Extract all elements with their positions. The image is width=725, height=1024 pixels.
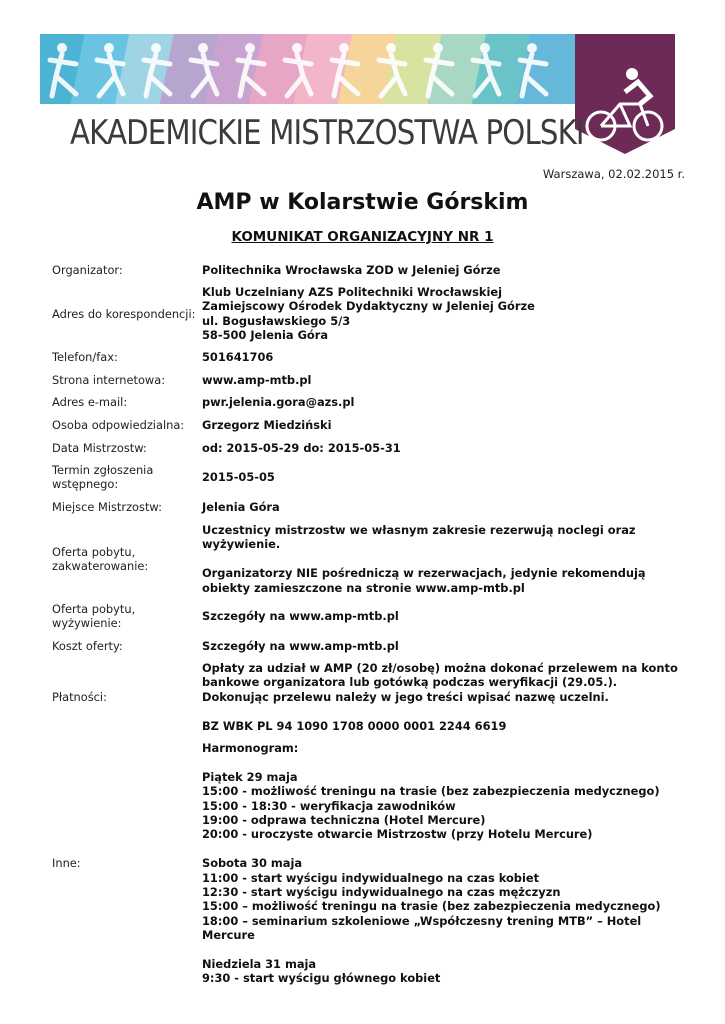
row-value-line: Opłaty za udział w AMP (20 zł/osobę) można dokonać przelewem na konto: [202, 661, 678, 675]
row-value-line: 501641706: [202, 350, 274, 364]
row-value-line: Organizatorzy NIE pośredniczą w rezerwacjach, jedynie rekomendują: [202, 566, 646, 581]
row-value: [202, 470, 702, 484]
row-label: [52, 856, 200, 870]
row-value: [202, 373, 702, 387]
row-value-line: 12:30 - start wyścigu indywidualnego na czas mężczyzn: [202, 884, 561, 899]
row-value-line: [202, 842, 702, 856]
row-label-line: Termin zgłoszenia: [52, 463, 154, 477]
row-value-line: od: 2015-05-29 do: 2015-05-31: [202, 441, 401, 455]
row-value-line: BZ WBK PL 94 1090 1708 0000 0001 2244 6619: [202, 718, 507, 733]
row-label: [52, 418, 200, 432]
row-value-line: [202, 755, 702, 769]
row-value-line: Uczestnicy mistrzostw we własnym zakresie rezerwują noclegi oraz: [202, 523, 636, 537]
row-label-line: Adres do korespondencji:: [52, 306, 196, 321]
row-value: [202, 350, 702, 364]
row-value: [202, 741, 702, 986]
row-value-line: wyżywienie.: [202, 537, 281, 552]
row-value: [202, 441, 702, 455]
row-value: [202, 285, 702, 343]
row-value-line: Sobota 30 maja: [202, 856, 303, 871]
row-value: [202, 661, 702, 733]
row-label-line: Oferta pobytu,: [52, 544, 136, 559]
row-value-line: 9:30 - start wyścigu głównego kobiet: [202, 971, 441, 986]
row-label-line: Płatności:: [52, 689, 107, 704]
row-value-line: ul. Bogusławskiego 5/3: [202, 313, 351, 328]
row-value-line: [202, 552, 702, 566]
row-value-line: Klub Uczelniany AZS Politechniki Wrocławskiej: [202, 285, 503, 299]
row-value-line: Zamiejscowy Ośrodek Dydaktyczny w Jeleniej Górze: [202, 299, 535, 314]
row-value-line: Piątek 29 maja: [202, 769, 298, 784]
row-value-line: bankowe organizatora lub gotówką podczas weryfikacji (29.05.).: [202, 675, 618, 690]
row-value-line: Szczegóły na www.amp-mtb.pl: [202, 609, 399, 624]
row-value: [202, 263, 702, 277]
row-label-line: Adres e-mail:: [52, 395, 128, 409]
row-value-line: 11:00 - start wyścigu indywidualnego na czas kobiet: [202, 870, 540, 885]
row-value-line: 2015-05-05: [202, 470, 275, 484]
document-subtitle: KOMUNIKAT ORGANIZACYJNY NR 1: [231, 229, 494, 245]
row-label-line: wyżywienie:: [52, 616, 122, 631]
logo-text: AKADEMICKIE MISTRZOSTWA POLSKI: [70, 113, 584, 153]
row-value-line: obiekty zamieszczone na stronie www.amp-mtb.pl: [202, 580, 525, 595]
row-label-line: Inne:: [52, 856, 81, 871]
row-label: [52, 500, 200, 514]
row-value: [202, 523, 702, 595]
row-label-line: Data Mistrzostw:: [52, 441, 147, 455]
row-value-line: Niedziela 31 maja: [202, 956, 317, 971]
row-label-line: zakwaterowanie:: [52, 559, 149, 573]
row-value-line: Harmonogram:: [202, 741, 299, 755]
row-value: [202, 418, 702, 432]
row-value-line: Jelenia Góra: [202, 500, 280, 514]
row-label-line: Koszt oferty:: [52, 639, 123, 653]
row-value-line: 15:00 – możliwość treningu na trasie (bez zabezpieczenia medycznego): [202, 899, 661, 914]
row-label-line: Miejsce Mistrzostw:: [52, 500, 162, 514]
row-label: [52, 373, 200, 387]
document-title: AMP w Kolarstwie Górskim: [196, 190, 529, 215]
row-value-line: Politechnika Wrocławska ZOD w Jeleniej Górze: [202, 263, 501, 277]
row-label: [52, 263, 200, 277]
row-label-line: Osoba odpowiedzialna:: [52, 418, 185, 432]
row-label: [52, 602, 200, 631]
row-value-line: 18:00 – seminarium szkoleniowe „Współczesny trening MTB” – Hotel: [202, 913, 642, 928]
row-value-line: 20:00 - uroczyste otwarcie Mistrzostw (przy Hotelu Mercure): [202, 827, 593, 842]
row-value-line: pwr.jelenia.gora@azs.pl: [202, 395, 355, 409]
row-label-line: Strona internetowa:: [52, 373, 166, 387]
row-label: [52, 395, 200, 409]
row-value: [202, 639, 702, 653]
row-value-line: Szczegóły na www.amp-mtb.pl: [202, 639, 399, 653]
row-value-line: Mercure: [202, 928, 255, 943]
row-label-line: Telefon/fax:: [52, 350, 118, 364]
row-label: [52, 307, 200, 321]
row-label: [52, 463, 200, 492]
row-value-line: www.amp-mtb.pl: [202, 373, 312, 387]
row-label-line: wstępnego:: [52, 477, 119, 492]
row-label: [52, 441, 200, 455]
row-value-line: 15:00 - możliwość treningu na trasie (bez zabezpieczenia medycznego): [202, 784, 660, 799]
row-label: [52, 350, 200, 364]
row-value-line: Grzegorz Miedziński: [202, 418, 332, 432]
row-label: [52, 690, 200, 704]
row-label-line: Organizator:: [52, 263, 123, 277]
row-value-line: [202, 942, 702, 956]
row-value: [202, 609, 702, 623]
row-value-line: 58-500 Jelenia Góra: [202, 328, 329, 343]
row-label-line: Oferta pobytu,: [52, 602, 136, 616]
row-label: [52, 639, 200, 653]
row-value-line: 15:00 - 18:30 - weryfikacja zawodników: [202, 798, 456, 813]
row-value-line: 19:00 - odprawa techniczna (Hotel Mercure): [202, 812, 486, 827]
row-label: [52, 545, 200, 574]
row-value-line: [202, 704, 702, 718]
row-value: [202, 395, 702, 409]
row-value: [202, 500, 702, 514]
row-value-line: Dokonując przelewu należy w jego treści wpisać nazwę uczelni.: [202, 689, 609, 704]
document-date: Warszawa, 02.02.2015 r.: [542, 167, 685, 181]
